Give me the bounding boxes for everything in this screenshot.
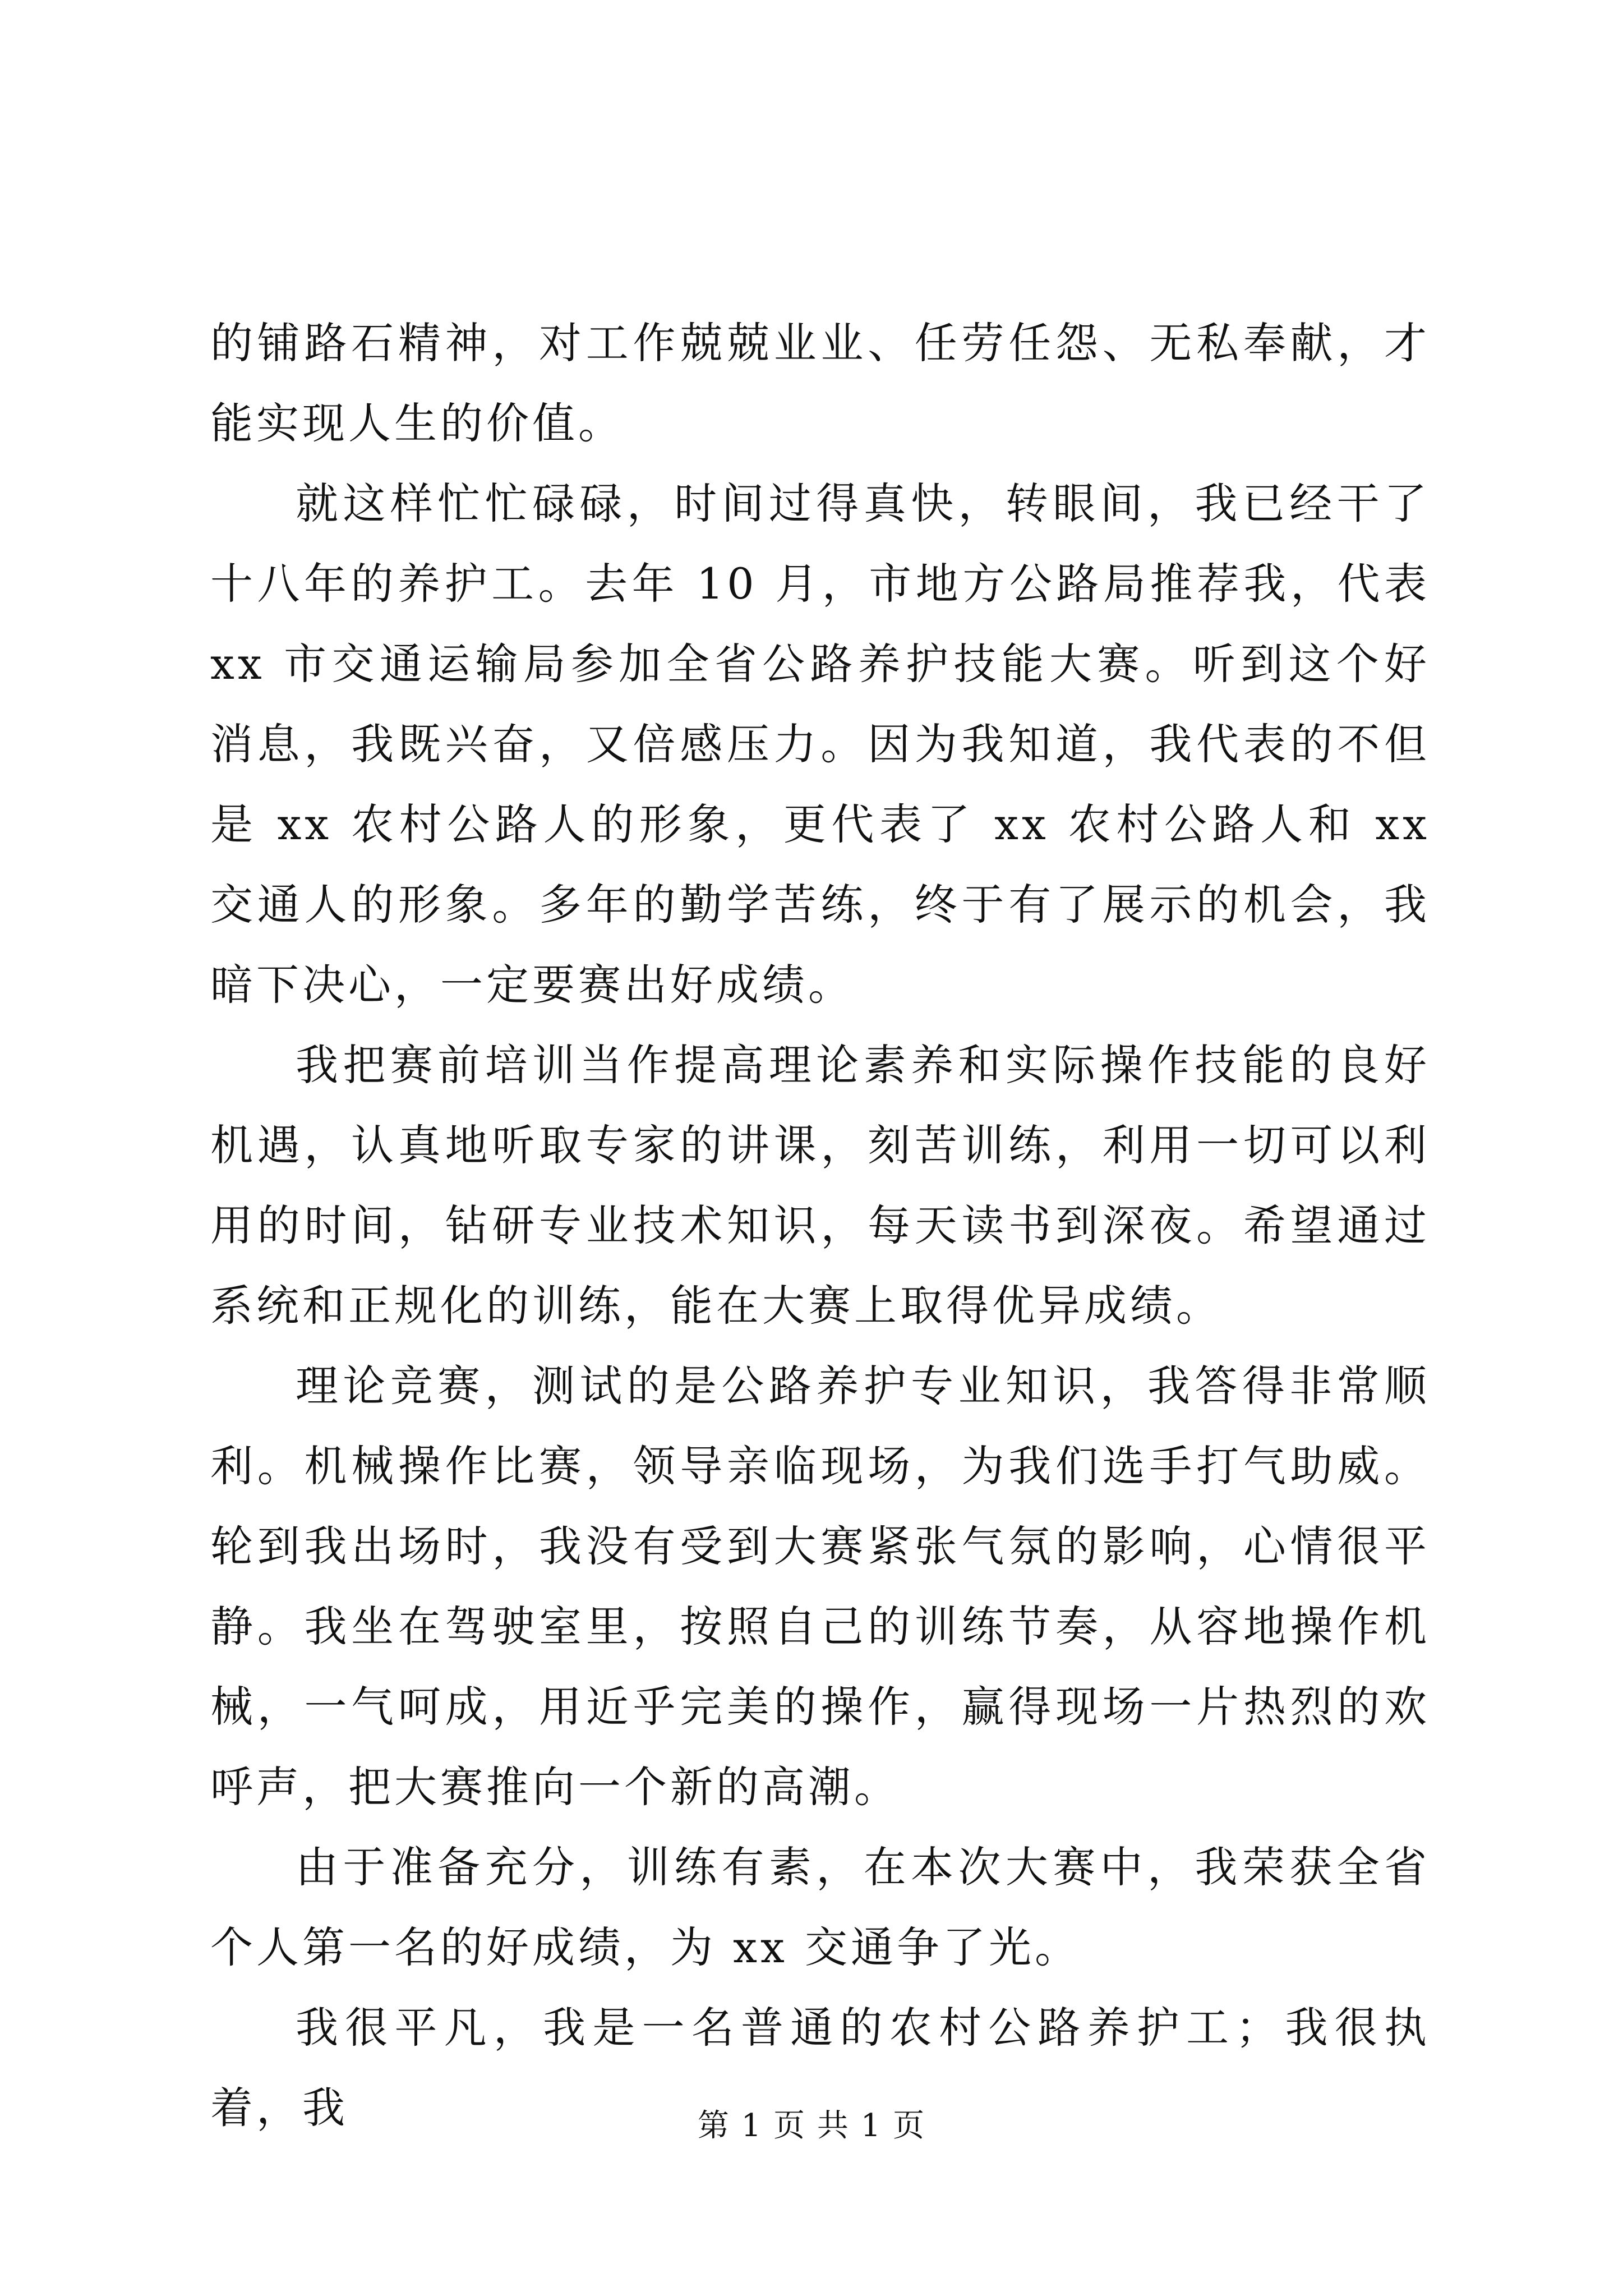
- paragraph-5: 由于准备充分，训练有素，在本次大赛中，我荣获全省个人第一名的好成绩，为 xx 交通争了光。: [210, 1842, 1430, 1972]
- paragraph-6: 我很平凡，我是一名普通的农村公路养护工；我很执着，我: [210, 2003, 1430, 2133]
- paragraph-2: 就这样忙忙碌碌，时间过得真快，转眼间，我已经干了十八年的养护工。去年 10 月，市地方公路局推荐我，代表 xx 市交通运输局参加全省公路养护技能大赛。听到这个好消息，我既兴奋，又倍感压力。因为我知道，我代表的不但是 xx 农村公路人的形象，更代表了 xx 农村公路人和 xx 交通人的形象。多年的勤学苦练，终于有了展示的机会，我暗下决心，一定要赛出好成绩。: [210, 478, 1430, 1010]
- page-footer: 第 1 页 共 1 页: [697, 2108, 926, 2144]
- document-body: [210, 303, 1430, 2148]
- paragraph-3: 我把赛前培训当作提高理论素养和实际操作技能的良好机遇，认真地听取专家的讲课，刻苦训练，利用一切可以利用的时间，钻研专业技术知识，每天读书到深夜。希望通过系统和正规化的训练，能在大赛上取得优异成绩。: [210, 1040, 1430, 1331]
- paragraph-1: 的铺路石精神，对工作兢兢业业、任劳任怨、无私奉献，才能实现人生的价值。: [210, 318, 1430, 448]
- paragraph-4: 理论竞赛，测试的是公路养护专业知识，我答得非常顺利。机械操作比赛，领导亲临现场，为我们选手打气助威。轮到我出场时，我没有受到大赛紧张气氛的影响，心情很平静。我坐在驾驶室里，按照自己的训练节奏，从容地操作机械，一气呵成，用近乎完美的操作，赢得现场一片热烈的欢呼声，把大赛推向一个新的高潮。: [210, 1361, 1430, 1812]
